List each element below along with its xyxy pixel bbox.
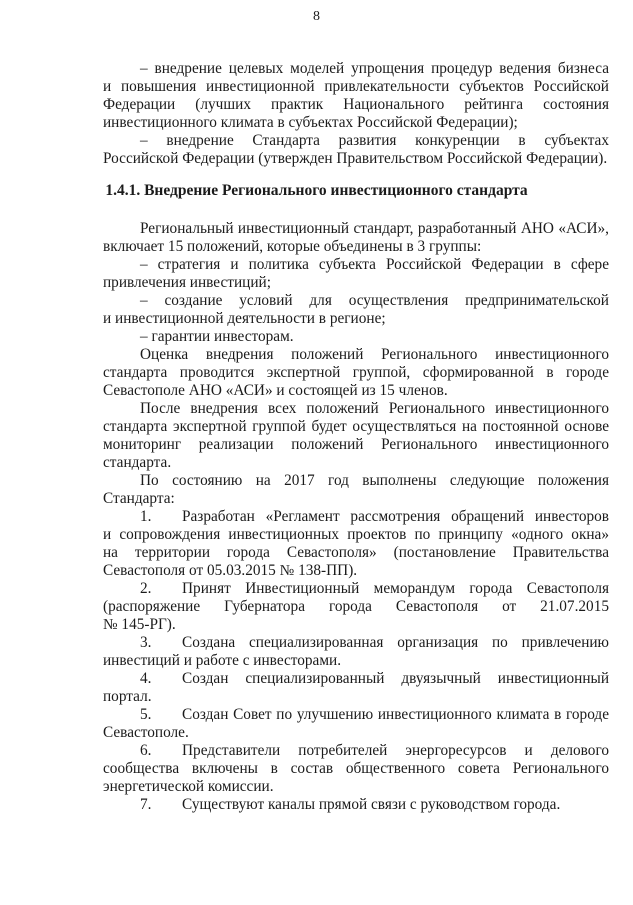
text-line: Создана специализированная организация по привлечению	[182, 634, 609, 651]
list-item	[103, 580, 609, 598]
text-line: Севастополе.	[103, 724, 189, 741]
text-line: стандарта экспертной группой будет осуществляться на постоянной основе	[103, 418, 609, 435]
text-line: на территории города Севастополя» (постановление Правительства	[103, 544, 609, 561]
list-item	[103, 796, 609, 814]
text-line: портал.	[103, 688, 152, 705]
list-item	[103, 508, 609, 526]
text-line: инвестиций и работе с инвесторами.	[103, 652, 342, 669]
item-number: 4.	[140, 670, 152, 687]
text-line: – создание условий для осуществления предпринимательской	[140, 292, 609, 309]
text-line: Создан Совет по улучшению инвестиционного климата в городе	[182, 706, 609, 723]
item-number: 2.	[140, 580, 152, 597]
item-number: 5.	[140, 706, 152, 723]
text-line: Существуют каналы прямой связи с руководством города.	[182, 796, 561, 813]
text-line: Российской Федерации (утвержден Правительством Российской Федерации).	[103, 150, 608, 167]
text-line: (распоряжение Губернатора города Севастополя от 21.07.2015	[103, 598, 609, 615]
text-line: – гарантии инвесторам.	[140, 328, 294, 345]
text-line: и инвестиционной деятельности в регионе;	[103, 310, 386, 327]
text-line: привлечения инвестиций;	[103, 274, 271, 291]
text-line: энергетической комиссии.	[103, 778, 274, 795]
text-line: № 145-РГ).	[103, 616, 176, 633]
list-item	[103, 634, 609, 652]
text-line: Региональный инвестиционный стандарт, разработанный АНО «АСИ»,	[140, 220, 609, 237]
text-line: Федерации (лучших практик Национального рейтинга состояния	[103, 96, 609, 113]
text-line: включает 15 положений, которые объединены в 3 группы:	[103, 238, 482, 255]
text-line: и повышения инвестиционной привлекательности субъектов Российской	[103, 78, 609, 95]
item-number: 3.	[140, 634, 152, 651]
text-line: стандарта.	[103, 454, 172, 471]
text-line: – стратегия и политика субъекта Российской Федерации в сфере	[140, 256, 609, 273]
item-number: 1.	[140, 508, 152, 525]
text-line: инвестиционного климата в субъектах Российской Федерации);	[103, 114, 518, 131]
text-line: По состоянию на 2017 год выполнены следующие положения	[140, 472, 609, 489]
item-number: 7.	[140, 796, 152, 813]
text-line: Стандарта:	[103, 490, 175, 507]
text-line: Севастополе АНО «АСИ» и состоящей из 15 членов.	[103, 382, 448, 399]
list-item	[103, 742, 609, 760]
text-line: Разработан «Регламент рассмотрения обращений инвесторов	[182, 508, 609, 525]
text-line: Оценка внедрения положений Регионального инвестиционного	[140, 346, 609, 363]
text-line: мониторинг реализации положений Регионального инвестиционного	[103, 436, 609, 453]
section-title: 1.4.1. Внедрение Регионального инвестиционного стандарта	[105, 182, 528, 199]
list-item	[103, 670, 609, 688]
text-line: стандарта проводится экспертной группой, сформированной в городе	[103, 364, 609, 381]
text-line: Севастополя от 05.03.2015 № 138-ПП).	[103, 562, 358, 579]
text-line: – внедрение Стандарта развития конкуренции в субъектах	[140, 132, 609, 149]
text-line: и сопровождения инвестиционных проектов по принципу «одного окна»	[103, 526, 609, 543]
item-number: 6.	[140, 742, 152, 759]
text-line: сообщества включены в состав общественного совета Регионального	[103, 760, 609, 777]
text-line: – внедрение целевых моделей упрощения процедур ведения бизнеса	[140, 60, 609, 77]
text-line: Создан специализированный двуязычный инвестиционный	[182, 670, 609, 687]
list-item	[103, 706, 609, 724]
text-line: Представители потребителей энергоресурсов и делового	[182, 742, 609, 759]
text-line: После внедрения всех положений Регионального инвестиционного	[140, 400, 609, 417]
text-line: Принят Инвестиционный меморандум города Севастополя	[182, 580, 609, 597]
page-number: 8	[313, 9, 320, 24]
